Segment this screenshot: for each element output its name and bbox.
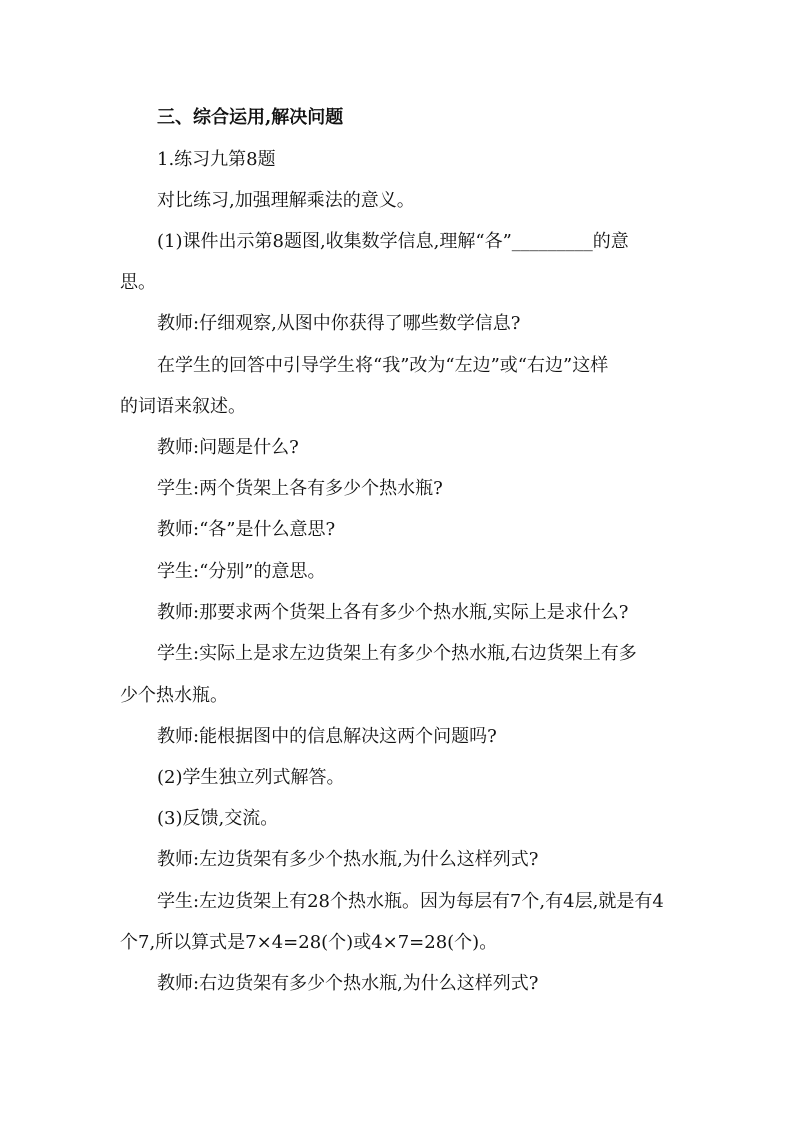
- paragraph: (1)课件出示第8题图,收集数学信息,理解“各”_________的意: [157, 231, 629, 252]
- paragraph: 在学生的回答中引导学生将“我”改为“左边”或“右边”这样: [157, 355, 609, 376]
- paragraph: 教师:能根据图中的信息解决这两个问题吗?: [157, 726, 497, 747]
- paragraph: (3)反馈,交流。: [157, 808, 279, 829]
- paragraph: 学生:两个货架上各有多少个热水瓶?: [157, 478, 443, 499]
- paragraph: 教师:问题是什么?: [157, 437, 299, 458]
- paragraph: 教师:“各”是什么意思?: [157, 519, 336, 540]
- paragraph: 个7,所以算式是7×4=28(个)或4×7=28(个)。: [120, 932, 498, 953]
- paragraph: 少个热水瓶。: [120, 685, 228, 706]
- paragraph: 教师:那要求两个货架上各有多少个热水瓶,实际上是求什么?: [157, 602, 629, 623]
- paragraph: 1.练习九第8题: [157, 149, 276, 170]
- paragraph: 教师:左边货架有多少个热水瓶,为什么这样列式?: [157, 849, 539, 870]
- paragraph: 学生:实际上是求左边货架上有多少个热水瓶,右边货架上有多: [157, 643, 637, 664]
- paragraph: 的词语来叙述。: [120, 396, 246, 417]
- section-heading: 三、综合运用,解决问题: [157, 107, 344, 128]
- paragraph: 学生:“分别”的意思。: [157, 561, 326, 582]
- paragraph: 思。: [120, 272, 156, 293]
- paragraph: 对比练习,加强理解乘法的意义。: [157, 190, 415, 211]
- paragraph: 教师:右边货架有多少个热水瓶,为什么这样列式?: [157, 973, 539, 994]
- paragraph: (2)学生独立列式解答。: [157, 767, 345, 788]
- paragraph: 教师:仔细观察,从图中你获得了哪些数学信息?: [157, 313, 521, 334]
- paragraph: 学生:左边货架上有28个热水瓶。因为每层有7个,有4层,就是有4: [157, 891, 664, 912]
